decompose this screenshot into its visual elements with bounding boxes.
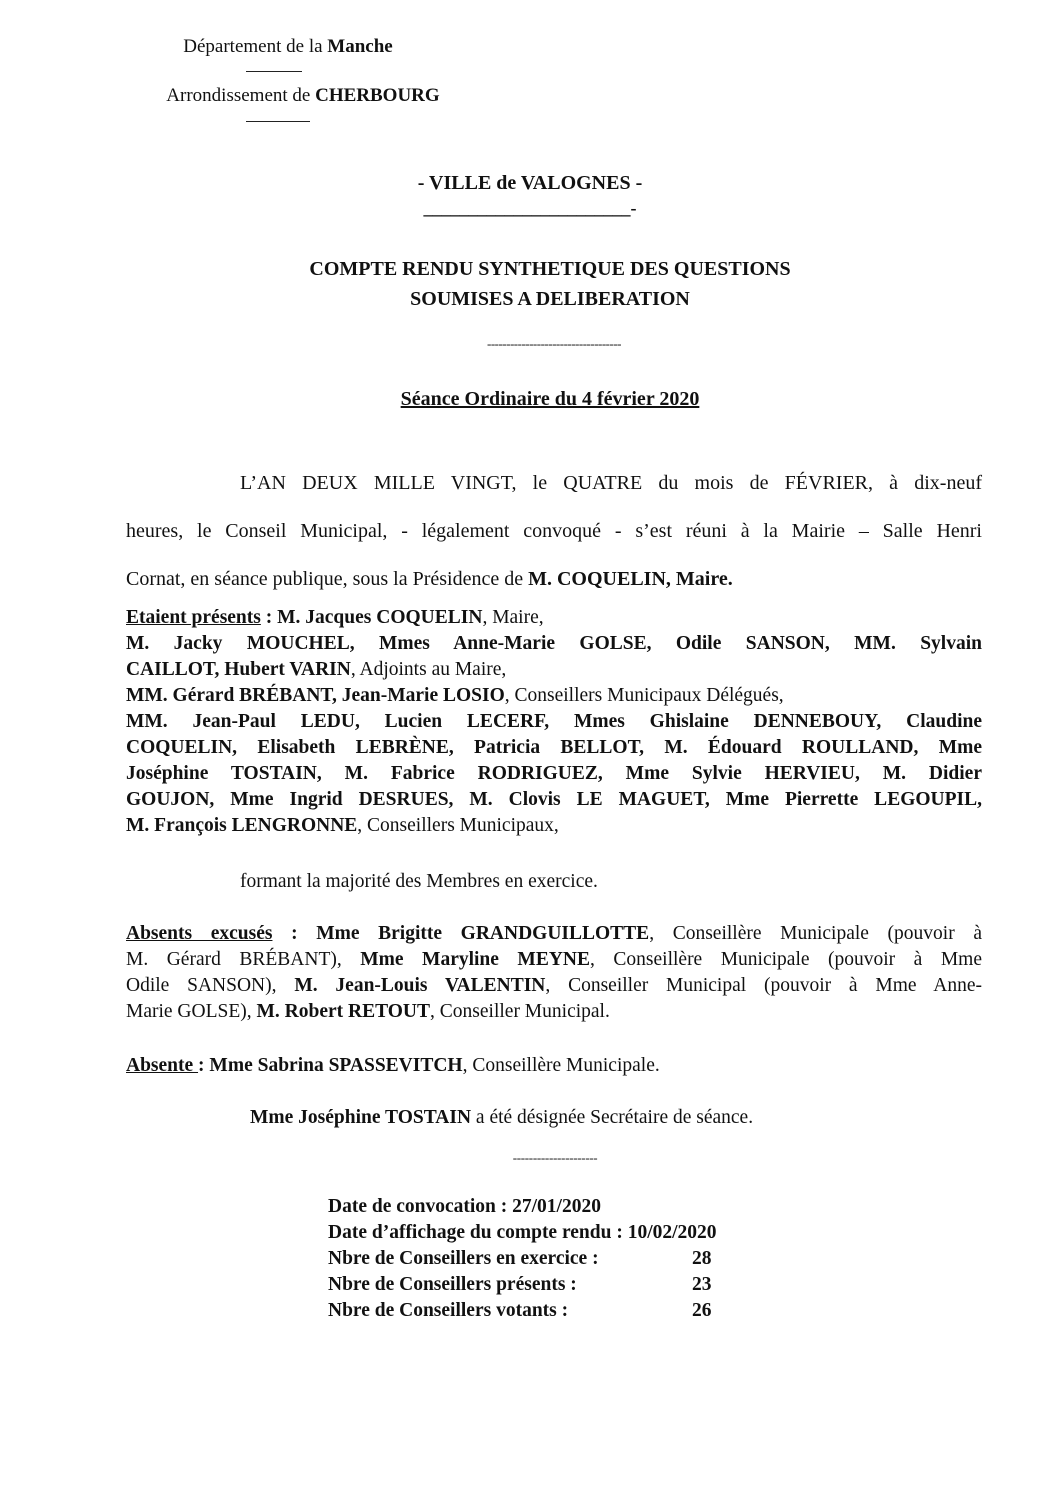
absente-role: , Conseillère Municipale. <box>462 1055 660 1076</box>
presents-line9 <box>126 813 982 839</box>
stat-label: Date de convocation : 27/01/2020 <box>328 1196 601 1217</box>
absents-line1 <box>126 921 982 947</box>
absent-valentin-role: , Conseiller Municipal (pouvoir à Mme Anne- <box>545 975 983 996</box>
intro-paragraph <box>126 459 982 603</box>
presents-line8: GOUJON, Mme Ingrid DESRUES, M. Clovis LE MAGUET, Mme Pierrette LEGOUPIL, <box>126 789 982 810</box>
presents-line7: Joséphine TOSTAIN, M. Fabrice RODRIGUEZ, Mme Sylvie HERVIEU, M. Didier <box>126 763 982 784</box>
presents-line6: COQUELIN, Elisabeth LEBRÈNE, Patricia BELLOT, M. Édouard ROULLAND, Mme <box>126 737 982 758</box>
department-heading <box>150 36 426 58</box>
presents-last-role: , Conseillers Municipaux, <box>357 815 559 836</box>
stat-value: 28 <box>692 1248 712 1269</box>
absent-valentin: M. Jean-Louis VALENTIN <box>294 975 546 996</box>
presents-mayor: M. Jacques COQUELIN <box>277 607 483 628</box>
department-name: Manche <box>327 36 393 57</box>
presents-delegues-role: , Conseillers Municipaux Délégués, <box>504 685 784 706</box>
ville-underline: _______________________- <box>423 198 637 218</box>
presents-line4 <box>126 683 982 709</box>
presents-adjoints-role: , Adjoints au Maire, <box>350 659 507 680</box>
short-dashes: --------------------- <box>512 1150 598 1165</box>
absent-meyne-role: , Conseillère Municipale (pouvoir à Mme <box>590 949 982 970</box>
arrondissement-heading <box>138 85 468 107</box>
presents-mayor-role: , Maire, <box>482 607 544 628</box>
presents-delegues: MM. Gérard BRÉBANT, Jean-Marie LOSIO <box>126 685 505 706</box>
secretaire-text: a été désignée Secrétaire de séance. <box>471 1107 754 1128</box>
presents-sep: : <box>260 607 278 628</box>
arrondissement-prefix: Arrondissement de <box>166 85 316 106</box>
absent-grandguillotte-role: , Conseillère Municipale (pouvoir à <box>649 923 982 944</box>
stat-row-presents <box>328 1272 717 1298</box>
presents-line2: M. Jacky MOUCHEL, Mmes Anne-Marie GOLSE, Odile SANSON, MM. Sylvain <box>126 633 982 654</box>
compte-rendu-title <box>270 254 830 314</box>
intro-line3 <box>126 555 982 603</box>
presents-line3 <box>126 657 982 683</box>
department-rule <box>246 71 302 72</box>
stat-row-votants <box>328 1298 717 1324</box>
dashes-separator: ----------------------------------- <box>486 336 622 351</box>
stat-label: Nbre de Conseillers en exercice : <box>328 1248 599 1269</box>
presents-line1 <box>126 605 982 631</box>
stat-label: Nbre de Conseillers votants : <box>328 1300 569 1321</box>
presents-label: Etaient présents <box>126 607 261 628</box>
compte-rendu-line2: SOUMISES A DELIBERATION <box>410 288 690 310</box>
stat-label: Date d’affichage du compte rendu : 10/02/2020 <box>328 1222 717 1243</box>
stats-block <box>328 1194 717 1324</box>
absents-line3 <box>126 973 982 999</box>
absente-sep: : <box>198 1055 210 1076</box>
stat-value: 23 <box>692 1274 712 1295</box>
intro-line2: heures, le Conseil Municipal, - légalement convoqué - s’est réuni à la Mairie – Salle Henri <box>126 520 982 542</box>
presents-line5: MM. Jean-Paul LEDU, Lucien LECERF, Mmes Ghislaine DENNEBOUY, Claudine <box>126 711 982 732</box>
absents-excuses-label: Absents excusés <box>126 923 273 944</box>
absent-retout: M. Robert RETOUT <box>256 1001 431 1022</box>
stat-label: Nbre de Conseillers présents : <box>328 1274 577 1295</box>
absents-excuses-section <box>126 921 982 1025</box>
absent-retout-role: , Conseiller Municipal. <box>430 1001 610 1022</box>
stat-row-affichage <box>328 1220 717 1246</box>
absent-line3-a: Odile SANSON), <box>126 975 295 996</box>
compte-rendu-line1: COMPTE RENDU SYNTHETIQUE DES QUESTIONS <box>309 258 791 280</box>
intro-president: M. COQUELIN, Maire. <box>528 568 733 590</box>
department-prefix: Département de la <box>183 36 328 57</box>
majorite-line: formant la majorité des Membres en exercice. <box>240 871 598 892</box>
absent-grandguillotte: Mme Brigitte GRANDGUILLOTTE <box>316 923 650 944</box>
arrondissement-name: CHERBOURG <box>315 85 440 106</box>
absents-excuses-sep: : <box>272 923 317 944</box>
absent-meyne: Mme Maryline MEYNE <box>360 949 591 970</box>
ville-title: - VILLE de VALOGNES - <box>417 172 643 194</box>
absents-line4 <box>126 999 982 1025</box>
stat-row-convocation <box>328 1194 717 1220</box>
arrondissement-rule <box>246 121 310 122</box>
stat-value: 26 <box>692 1300 712 1321</box>
absents-line2 <box>126 947 982 973</box>
secretaire-line <box>250 1107 950 1129</box>
seance-title: Séance Ordinaire du 4 février 2020 <box>400 388 700 410</box>
intro-line3-text: Cornat, en séance publique, sous la Présidence de <box>126 568 529 590</box>
absent-line4-a: Marie GOLSE), <box>126 1001 257 1022</box>
absent-line2-a: M. Gérard BRÉBANT), <box>126 949 361 970</box>
presents-section <box>126 605 982 839</box>
absente-label: Absente <box>126 1055 199 1076</box>
absente-line <box>126 1055 982 1077</box>
presents-adjoints: CAILLOT, Hubert VARIN <box>126 659 351 680</box>
absente-name: Mme Sabrina SPASSEVITCH <box>209 1055 463 1076</box>
intro-line1: L’AN DEUX MILLE VINGT, le QUATRE du mois de FÉVRIER, à dix-neuf <box>240 472 982 494</box>
stat-row-exercice <box>328 1246 717 1272</box>
presents-last: M. François LENGRONNE <box>126 815 358 836</box>
secretaire-name: Mme Joséphine TOSTAIN <box>250 1107 472 1128</box>
